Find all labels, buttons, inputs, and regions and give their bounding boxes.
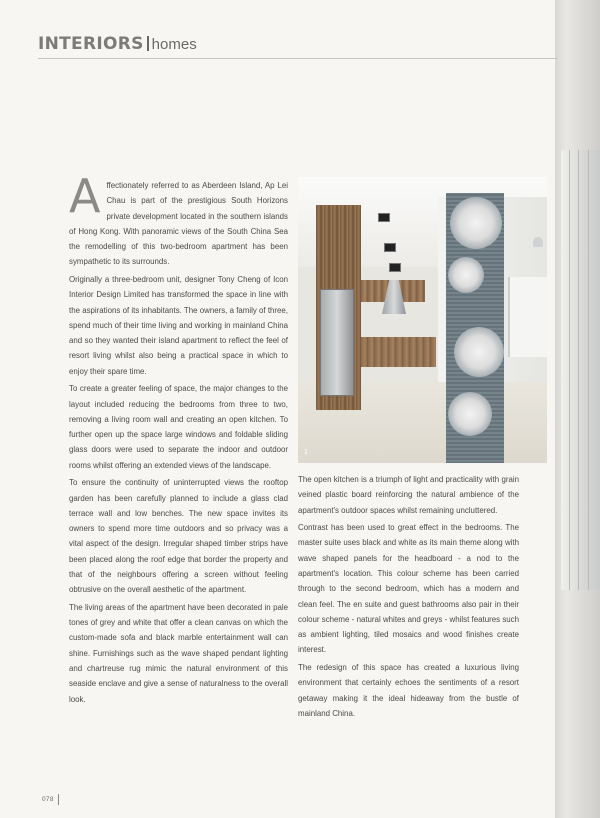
paragraph-4: To ensure the continuity of uninterrupted views the rooftop garden has been carefully planned to include a glass clad terrace wall and low benches. The new space invites its owners to spend more time outdoors and so privacy was a vital aspect of the design. Irregular shaped timber strips have been placed along the roof edge that border the property and that of the neighbours offering a screen without feeling obtrusive on the overall aesthetic of the apartment. — [69, 478, 288, 595]
paragraph-8: The redesign of this space has created a luxurious living environment that certainly echoes the sentiments of a resort getaway making it the ideal hideaway from the bustle of mainland China. — [298, 662, 519, 718]
section-header — [38, 34, 558, 60]
paragraph-3: To create a greater feeling of space, the major changes to the layout included reducing the bedrooms from three to two, removing a living room wall and creating an open kitchen. To further open up the space large windows and foldable sliding glass doors were used to separate the indoor and outdoor rooms whilst offering an extended views of the landscape. — [69, 384, 288, 470]
paragraph-1 — [69, 169, 288, 270]
pendant-light — [533, 237, 543, 247]
paragraph-7: Contrast has been used to great effect in the bedrooms. The master suite uses black and white as its main theme along with wave shaped panels for the headboard - a nod to the apartment's location. This colour scheme has been carried through to the second bedroom, which has a modern and clean feel. The en suite and guest bathrooms also pair in their colour scheme - natural whites and greys - whilst features such as ambient lighting, tiled mosaics and wood finishes create interest. — [298, 523, 519, 655]
drop-cap: A — [69, 169, 101, 223]
right-text-column — [298, 472, 519, 723]
page-number: 078 — [42, 796, 54, 803]
section-title: INTERIORS — [38, 34, 144, 54]
header-divider — [147, 36, 149, 51]
facing-page-photo-edge — [561, 150, 600, 590]
paragraph-6: The open kitchen is a triumph of light and practicality with grain veined plastic board reinforcing the natural ambience of the apartment's outdoor spaces whilst remaining uncluttered. — [298, 475, 519, 515]
page-number-bar — [58, 794, 59, 805]
paragraph-2: Originally a three-bedroom unit, designer Tony Cheng of Icon Interior Design Limited has transformed the space in line with the aspirations of its inhabitants. The owners, a family of three, spend much of their time living and working in mainland China and so they wanted their island apartment to reflect the feel of resort living whilst also being a practical space in which to enjoy their spare time. — [69, 274, 288, 376]
paragraph-1-text: ffectionately referred to as Aberdeen Island, Ap Lei Chau is part of the prestigious South Horizons private development located in the southern islands of Hong Kong. With panoramic views of the South China Sea the remodelling of this two-bedroom apartment has been sympathetic to its surrounds. — [69, 181, 288, 267]
section-subtitle: homes — [151, 36, 197, 53]
photo-number: 1 — [304, 449, 308, 456]
paragraph-5: The living areas of the apartment have been decorated in pale tones of grey and white that offer a clean canvas on which the custom-made sofa and black marble entertainment wall can shine. Furnishings such as the wave shaped pendant lighting and chartreuse rug mimic the natural environment of this seaside enclave and give a sense of naturalness to the overall look. — [69, 602, 288, 704]
kitchen-photo — [298, 177, 547, 463]
header-rule — [38, 58, 558, 59]
left-text-column — [69, 169, 288, 709]
